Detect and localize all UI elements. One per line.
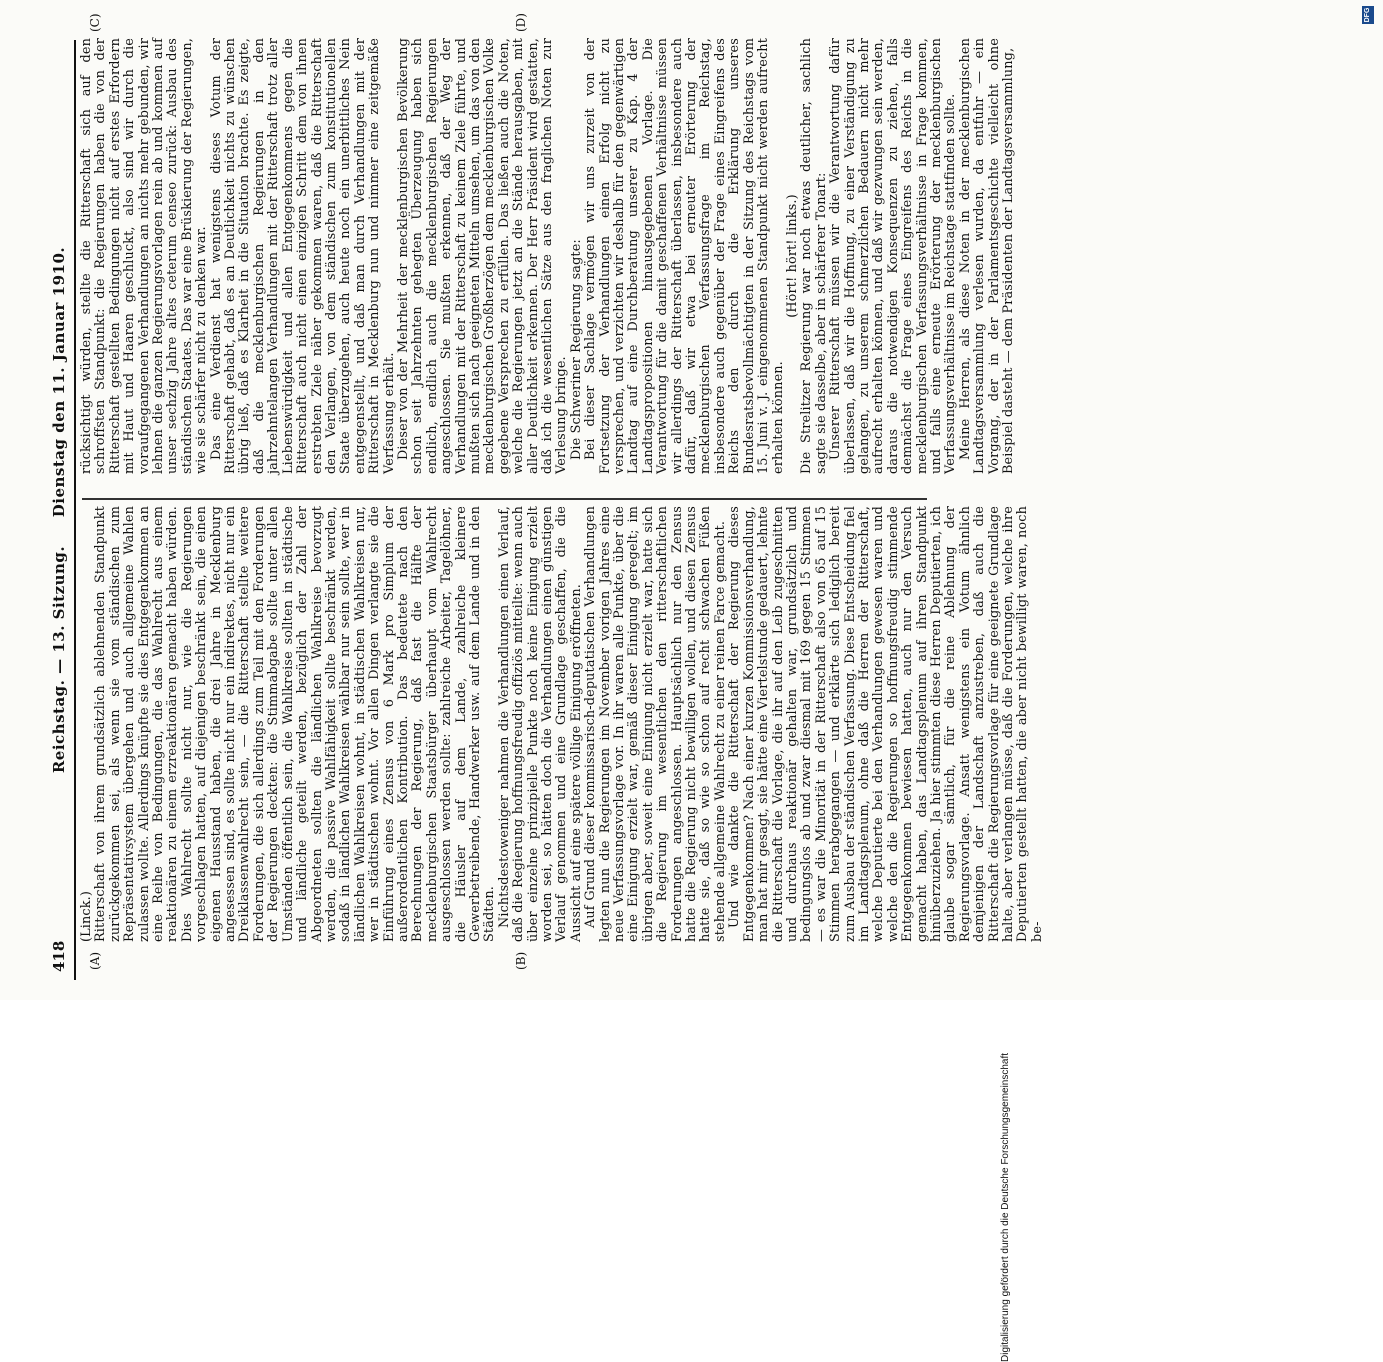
page-header: [48, 40, 76, 980]
session-title: Reichstag. — 13. Sitzung.: [50, 545, 68, 774]
paragraph: Das eine Verdienst hat wenigstens dieses Votum der Ritterschaft gehabt, daß es an Deutlichkeit nichts zu wünschen übrig ließ, daß es Klarheit in die Situation brachte. Es zeigte, daß die mecklenburgischen Regierungen in den jahrzehntelangen Verhandlungen mit der Ritterschaft trotz aller Liebenswürdigkeit und allen Entgegenkommens gegen die Ritterschaft auch nicht einen einzigen Schritt dem von ihnen erstrebten Ziele näher gekommen waren, daß die Ritterschaft den Verlangen, von dem ständischen zum konstitutionellen Staate überzugehen, auch heute noch ein unerbittliches Nein entgegenstellt, und daß man durch Verhandlungen mit der Ritterschaft in Mecklenburg nun und nimmer eine zeitgemäße Verfassung erhält.: [208, 38, 397, 474]
quotation: Unserer Ritterschaft müssen wir die Verantwortung dafür überlassen, daß wir die Hoffnung, zu einer Verständigung zu gelangen, zu unserem schmerzlichen Bedauern nicht mehr aufrecht erhalten können, und daß wir gezwungen sein werden, daraus die notwendigen Konsequenzen zu ziehen, falls demnächst die Frage eines Eingreifens des Reichs in die mecklenburgischen Verfassungsverhältnisse in Frage kommen, und falls eine erneute Erörterung der mecklenburgischen Verfassungsverhältnisse im Reichstage stattfinden sollte.: [828, 38, 959, 474]
right-column: [79, 38, 1016, 474]
paragraph: Dieser von der Mehrheit der mecklenburgischen Bevölkerung schon seit Jahrzehnten gehegten Überzeugung haben sich endlich, endlich auch die mecklenburgischen Regierungen angeschlossen. Sie mußten erkennen, daß der Weg der Verhandlungen mit der Ritterschaft zu keinem Ziele führte, und mußten sich nach geeigneten Mitteln umsehen, um das von den mecklenburgischen Großherzögen dem mecklenburgischen Volke gegebene Versprechen zu erfüllen. Das ließen auch die Noten, welche die Regierungen jetzt an die Stände herausgaben, mit aller Deutlichkeit erkennen. Der Herr Präsident wird gestatten, daß ich die wesentlichen Sätze aus den fraglichen Noten zur Verlesung bringe.: [395, 38, 570, 474]
margin-mark-d: (D): [514, 13, 528, 32]
margin-mark-b: (B): [514, 951, 528, 970]
paragraph: Auf Grund dieser kommissarisch-deputatischen Verhandlungen legten nun die Regierungen im November vorigen Jahres eine neue Verfassungsvorlage vor. In ihr waren alle Punkte, über die eine Einigung erzielt war, gemäß dieser Einigung geregelt; im übrigen aber, soweit eine Einigung nicht erzielt war, hatte sich die Regierung im wesentlichen den ritterschaftlichen Forderungen angeschlossen. Hauptsächlich nur den Zensus hatte die Regierung nicht bewilligen wollen, und diesen Zensus hatte sie, daß so wie so schon auf recht schwachen Füßen stehende allgemeine Wahlrecht zu einer reinen Farce gemacht.: [583, 506, 728, 942]
margin-mark-c: (C): [88, 13, 102, 32]
paragraph: Die Strelitzer Regierung war noch etwas deutlicher, sachlich sagte sie dasselbe, aber in schärferer Tonart:: [799, 38, 829, 474]
page-running-title: [50, 40, 68, 980]
paragraph: Meine Herren, als diese Noten in der mecklenburgischen Landtagsversammlung verlesen wurden, da entfuhr — ein Vorgang, der in der Parlamentsgeschichte vielleicht ohne Beispiel dasteht — dem Präsidenten der Landtagsversammlung,: [957, 38, 1016, 474]
quotation: Bei dieser Sachlage vermögen wir uns zurzeit von der Fortsetzung der Verhandlungen einen Erfolg nicht zu versprechen, und verzichten wir deshalb für den gegenwärtigen Landtag auf eine Durchberatung unserer zu Kap. 4 der Landtagspropositionen hinausgegebenen Vorlage. Die Verantwortung für die damit geschaffenen Verhältnisse müssen wir allerdings der Ritterschaft überlassen, insbesondere auch dafür, daß wir etwa bei erneuter Erörterung der mecklenburgischen Verfassungsfrage im Reichstag, insbesondere auch gegenüber der Frage eines Eingreifens des Reichs den durch die Erklärung unseres Bundesratsbevollmächtigten in der Sitzung des Reichstags vom 15. Juni v. J. eingenommenen Standpunkt nicht werden aufrecht erhalten können.: [583, 38, 786, 474]
interjection: (Hört! hört! links.): [784, 194, 800, 318]
dfg-logo: DFG: [1362, 6, 1374, 24]
paragraph: Nichtsdestoweniger nahmen die Verhandlungen einen Verlauf, daß die Regierung hoffnungsfreudig offiziös mitteilte: wenn auch über einzelne prinzipielle Punkte noch keine Einigung erzielt worden sei, so hätten doch die Verhandlungen einen günstigen Verlauf genommen und eine Grundlage geschaffen, die die Aussicht auf eine spätere völlige Einigung eröffneten.: [496, 506, 584, 942]
paragraph: Die Schweriner Regierung sagte:: [568, 239, 584, 460]
paragraph: rücksichtigt würden, stellte die Ritterschaft sich auf den schroffsten Standpunkt: die Regierungen haben die von der Ritterschaft gestellten Bedingungen nicht auf erstes Erfordern mit Haut und Haaren geschluckt, also sind wir durch die voraufgegangenen Verhandlungen an nichts mehr gebunden, wir lehnen die ganzen Regierungsvorlagen rein ab und kommen auf unser sechzig Jahre altes ceterum censeo zurück: Ausbau des ständischen Staates. Das war eine Brüskierung der Regierungen, wie sie schärfer nicht zu denken war.: [79, 38, 210, 474]
page-number: 418: [50, 940, 68, 972]
session-date: Dienstag den 11. Januar 1910.: [50, 246, 68, 518]
paragraph: Ritterschaft von ihrem grundsätzlich ablehnenden Standpunkt zurückgekommen sei, als wenn sie vom ständischen zum Repräsentativsystem übergehen und auch allgemeine Wahlen zulassen wollte. Allerdings knüpfte sie dies Entgegenkommen an eine Reihe von Bedingungen, die das Wahlrecht aus einem reaktionären zu einem erzreaktionären gemacht haben würden. Dies Wahlrecht sollte nicht nur, wie die Regierungen vorgeschlagen hatten, auf diejenigen beschränkt sein, die einen eigenen Hausstand haben, die drei Jahre in Mecklenburg angesessen sind, es sollte nicht nur ein indirektes, nicht nur ein Dreiklassenwahlrecht sein, — die Ritterschaft stellte weitere Forderungen, die sich allerdings zum Teil mit den Forderungen der Regierungen deckten: die Stimmabgabe sollte unter allen Umständen öffentlich sein, die Wahlkreise sollten in städtische und ländliche geteilt werden, bezüglich der Zahl der Abgeordneten sollten die ländlichen Wahlkreise bevorzugt werden, die passive Wahlfähigkeit sollte beschränkt werden, sodaß in ländlichen Wahlkreisen wählbar nur sein sollte, wer in ländlichen Wahlkreisen wohnt, in städtischen Wahlkreisen nur, wer in städtischen wohnt. Vor allen Dingen verlangte sie die Einführung eines Zensus von 6 Mark pro Simplum der außerordentlichen Kontribution. Das bedeutete nach den Berechnungen der Regierung, daß fast die Hälfte der mecklenburgischen Staatsbürger überhaupt vom Wahlrecht ausgeschlossen werden sollte: zahlreiche Arbeiter, Tagelöhner, die Häusler auf dem Lande, zahlreiche kleinere Gewerbetreibende, Handwerker usw. auf dem Lande und in den Städten.: [93, 506, 498, 942]
margin-mark-a: (A): [88, 951, 102, 970]
paragraph: Und wie dankte die Ritterschaft der Regierung dieses Entgegenkommen? Nach einer kurzen Kommissionsverhandlung, man hat mir gesagt, sie hätte eine Viertelstunde gedauert, lehnte die Ritterschaft die Vorlage, die ihr auf den Leib zugeschnitten und durchaus reaktionär gehalten war, grundsätzlich und bedingungslos ab und zwar diesmal mit 169 gegen 15 Stimmen — es war die Minorität in der Ritterschaft also von 65 auf 15 Stimmen herabgegangen — und erklärte sich lediglich bereit zum Ausbau der ständischen Verfassung. Diese Entscheidung fiel im Landtagsplenum, ohne daß die Herren der Ritterschaft, welche Deputierte bei den Verhandlungen gewesen waren und welche den die Regierungen so hoffnungsfreudig stimmende Entgegenkommen bewiesen hatten, auch nur den Versuch gemacht haben, das Landtagsplenum auf ihren Standpunkt hinüberzuziehen. Ja hier stimmten diese Herren Deputierten, ich glaube sogar sämtlich, für die reine Ablehnung der Regierungsvorlage. Ansatt wenigstens ein Votum ähnlich demjenigen der Landschaft anzustreben, daß auch die Ritterschaft die Regierungsvorlage für eine geeignete Grundlage halte, aber verlangen müsse, daß die Forderungen, welche ihre Deputierten gestellt hatten, die aber nicht bewilligt waren, noch be-: [727, 506, 1045, 942]
left-column: [79, 506, 1045, 942]
column-divider: [82, 499, 927, 501]
speaker-tag: (Linck.): [79, 890, 94, 942]
digitization-note: Digitalisierung gefördert durch die Deutsche Forschungsgemeinschaft: [1000, 1052, 1011, 1362]
